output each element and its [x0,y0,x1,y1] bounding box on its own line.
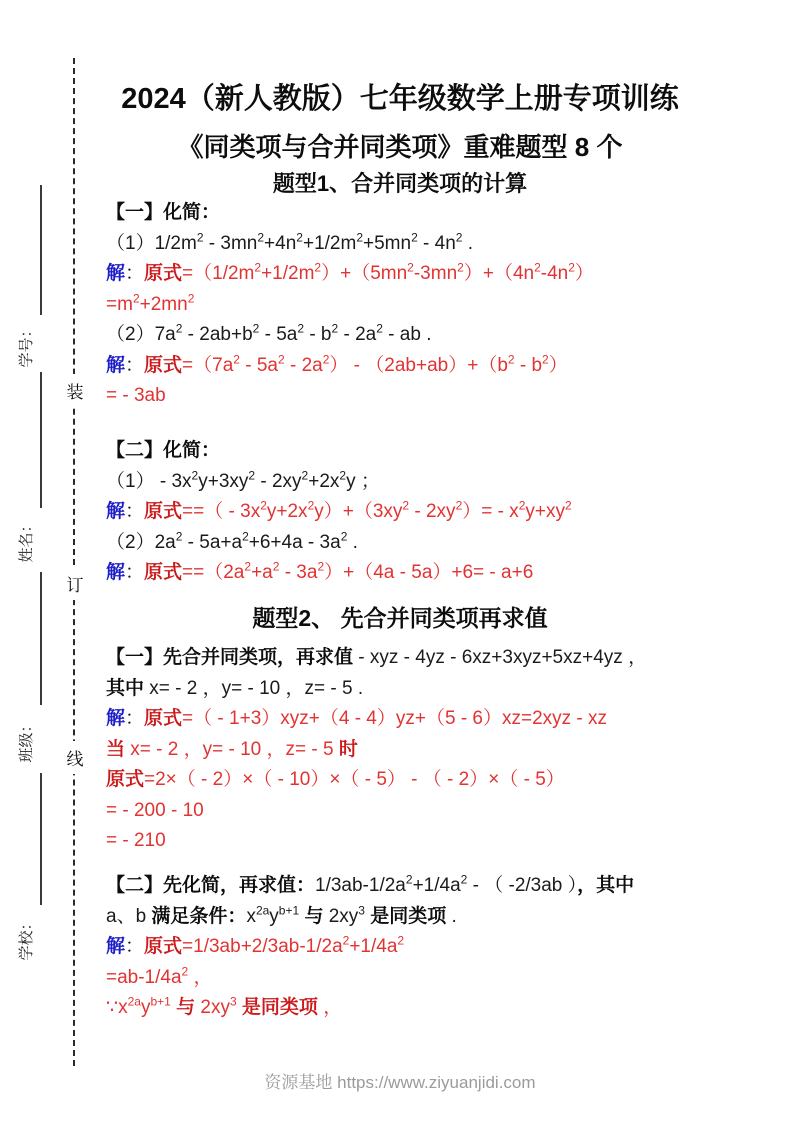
text-line: 其中 x= - 2 ，y= - 10 ，z= - 5 . [106,677,364,699]
text-line: = - 200 - 10 [106,799,204,821]
section1-heading: 题型1、合并同类项的计算 [272,171,528,196]
binding-dashed-line [73,58,75,1066]
binding-char-ding: 订 [63,567,87,600]
text-line: 解：原式$=(1/2m^2+1/2m^2)+(5mn^2-3mn^2)+(4n^2-4n^2)$ [106,260,594,284]
binding-char-xian: 线 [63,741,87,774]
text-line: $=m^2+2mn^2$ [106,291,195,315]
text-line: 原式=2×（ - 2）×（ - 10）×（ - 5） - （ - 2）×（ - 5） [106,769,565,790]
student-name-label: 姓名： [18,517,35,563]
margin-blank-line [40,572,42,705]
text-line: 【一】化简： [106,202,221,223]
text-line: 解：原式$=1/3ab+2/3ab-1/2a^2+1/4a^2$ [106,933,405,957]
text-line: $=ab-1/4a^2$ ， [106,964,213,988]
text-line: $(1) - 3x^2y+3xy^2 - 2xy^2+2x^2y$ ； [106,468,380,492]
text-line: 解：原式$=(7a^2 - 5a^2 - 2a^2) - (2ab+ab)+(b^2 - b^2)$ [106,352,568,376]
text-line: $(2)7a^2 - 2ab+b^2 - 5a^2 - b^2 - 2a^2$ - ab . [106,321,432,345]
text-line: = - 3ab [106,385,166,406]
text-line: $(2)2a^2 - 5a+a^2+6+4a - 3a^2$ . [106,529,358,553]
text-line: $(1)1/2m^2 - 3mn^2+4n^2+1/2m^2+5mn^2 - 4n^2$ . [106,230,474,254]
problem-block-2 [106,436,766,589]
text-line: $\because x^{2a}y^{b+1}$ 与 $2xy^3$ 是同类项 ， [106,994,343,1018]
section2-heading: 题型2、 先合并同类项再求值 [252,605,548,631]
problem-block-4 [106,871,766,1024]
text-line: 解：原式=（ - 1+3）xyz+（4 - 4）yz+（5 - 6）xz=2xyz - xz [106,708,608,729]
text-line: 解：原式==（ - $3x^2y+2x^2y)+(3xy^2 - 2xy^2)= - x^2y+xy^2$ [106,498,572,522]
student-number-label: 学号： [18,322,35,368]
source-watermark: 资源基地 https://www.ziyuanjidi.com [264,1073,536,1092]
text-line: 当 x= - 2 ，y= - 10 ，z= - 5 时 [106,738,358,760]
text-line: 【二】化简： [106,440,221,461]
margin-blank-line [40,372,42,508]
page-title: 2024（新人教版）七年级数学上册专项训练 [121,83,679,115]
text-line: 解：原式$==(2a^2+a^2 - 3a^2)+(4a - 5a)+6= - a+6$ [106,559,534,583]
problem-block-1 [106,198,766,412]
class-label: 班级： [18,717,35,763]
text-line: a、b 满足条件：$x^{2a}y^{b+1}$ 与 $2xy^3$ 是同类项 . [106,903,457,927]
binding-char-zhuang: 装 [63,374,87,407]
text-line: 【二】先化简，再求值：$1/3ab-1/2a^2+1/4a^2$ - （ -2/3ab ），其中 [106,872,635,896]
text-line: = - 210 [106,830,166,851]
margin-blank-line [40,773,42,905]
page-subtitle: 《同类项与合并同类项》重难题型 8 个 [177,132,623,162]
problem-block-3 [106,643,766,857]
margin-blank-line [40,185,42,315]
school-label: 学校： [18,915,35,961]
text-line: 【一】先合并同类项，再求值 - xyz - 4yz - 6xz+3xyz+5xz+4yz ， [106,647,648,668]
